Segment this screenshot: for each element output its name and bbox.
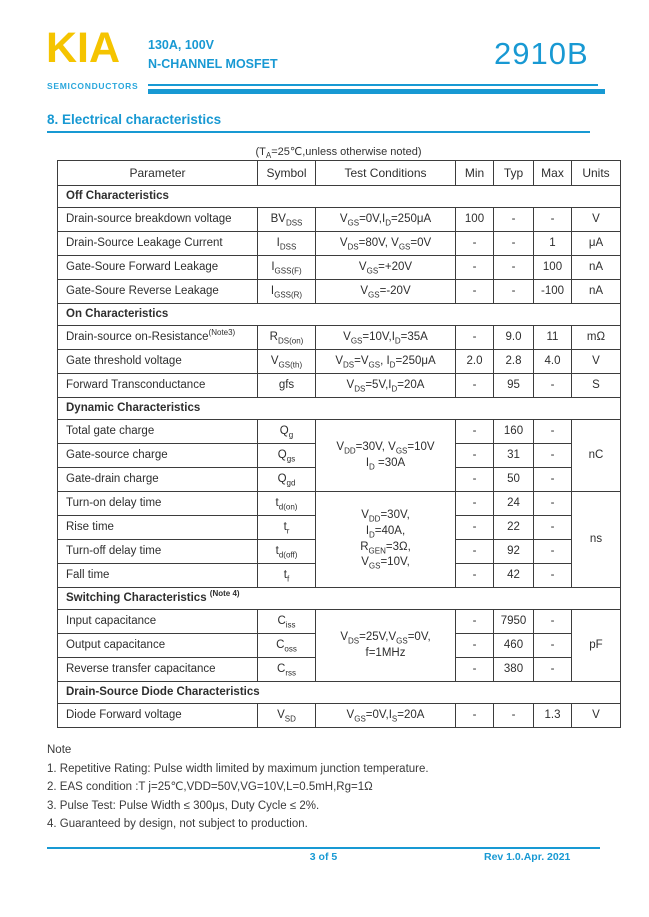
parameter-cell: Output capacitance: [58, 634, 258, 658]
symbol-cell: $Q_g$: [258, 420, 316, 444]
header-rule-thick: [148, 89, 605, 94]
units-cell: S: [572, 374, 621, 398]
test-conditions-cell: $V_{DS}=25V,V_{GS}=0V$, f=1MHz: [316, 610, 456, 682]
typ-cell: -: [494, 256, 534, 280]
max-cell: 11: [534, 326, 572, 350]
max-cell: -: [534, 658, 572, 682]
spec-row: [58, 232, 621, 256]
max-cell: 1: [534, 232, 572, 256]
min-cell: -: [456, 564, 494, 588]
max-cell: -: [534, 420, 572, 444]
test-conditions-cell: $V_{GS}=-20V$: [316, 280, 456, 304]
test-conditions-cell: $V_{GS}=0V,I_S=20A$: [316, 704, 456, 728]
units-cell: ns: [572, 492, 621, 588]
footer-rule: [47, 847, 600, 849]
parameter-cell: Gate-drain charge: [58, 468, 258, 492]
notes-block: [47, 741, 429, 834]
max-cell: -: [534, 610, 572, 634]
section-label: Drain-Source Diode Characteristics: [58, 682, 621, 704]
page-number: 3 of 5: [309, 851, 338, 863]
units-cell: nA: [572, 256, 621, 280]
min-cell: -: [456, 540, 494, 564]
section-row: [58, 682, 621, 704]
typ-cell: 160: [494, 420, 534, 444]
min-cell: -: [456, 704, 494, 728]
spec-row: [58, 326, 621, 350]
min-cell: -: [456, 444, 494, 468]
max-cell: -: [534, 634, 572, 658]
symbol-cell: $t_r$: [258, 516, 316, 540]
spec-row: [58, 208, 621, 232]
parameter-cell: Forward Transconductance: [58, 374, 258, 398]
max-cell: -: [534, 374, 572, 398]
max-cell: 100: [534, 256, 572, 280]
section-label: On Characteristics: [58, 304, 621, 326]
section-title: 8. Electrical characteristics: [47, 112, 590, 133]
parameter-cell: Rise time: [58, 516, 258, 540]
typ-cell: 42: [494, 564, 534, 588]
test-conditions-cell: $V_{DS}=80V$, $V_{GS}=0V$: [316, 232, 456, 256]
parameter-cell: Gate threshold voltage: [58, 350, 258, 374]
units-cell: nA: [572, 280, 621, 304]
test-conditions-cell: $V_{GS}=0V,I_D=250\mu A$: [316, 208, 456, 232]
min-cell: -: [456, 468, 494, 492]
device-type: N-CHANNEL MOSFET: [148, 57, 278, 71]
typ-cell: 24: [494, 492, 534, 516]
typ-cell: -: [494, 232, 534, 256]
typ-cell: 22: [494, 516, 534, 540]
parameter-cell: Turn-off delay time: [58, 540, 258, 564]
parameter-cell: Reverse transfer capacitance: [58, 658, 258, 682]
section-row: [58, 398, 621, 420]
spec-row: [58, 280, 621, 304]
test-conditions-cell: $V_{GS}=10V,I_D=35A$: [316, 326, 456, 350]
symbol-cell: gfs: [258, 374, 316, 398]
typ-cell: 31: [494, 444, 534, 468]
units-cell: pF: [572, 610, 621, 682]
symbol-cell: $t_f$: [258, 564, 316, 588]
units-cell: V: [572, 208, 621, 232]
spec-row: [58, 492, 621, 516]
parameter-cell: Drain-Source Leakage Current: [58, 232, 258, 256]
notes-title: Note: [47, 744, 72, 756]
table-header-row: [58, 161, 621, 186]
column-header-max: Max: [534, 161, 572, 186]
device-spec: [148, 36, 278, 74]
column-header-symbol: Symbol: [258, 161, 316, 186]
column-header-parameter: Parameter: [58, 161, 258, 186]
min-cell: 100: [456, 208, 494, 232]
min-cell: -: [456, 610, 494, 634]
symbol-cell: $Q_{gs}$: [258, 444, 316, 468]
min-cell: -: [456, 658, 494, 682]
typ-cell: 2.8: [494, 350, 534, 374]
parameter-cell: Turn-on delay time: [58, 492, 258, 516]
semiconductors-label: SEMICONDUCTORS: [47, 81, 139, 91]
column-header-units: Units: [572, 161, 621, 186]
column-header-test-conditions: Test Conditions: [316, 161, 456, 186]
parameter-cell: Drain-source on-Resistance$^{(Note3)}$: [58, 326, 258, 350]
max-cell: -: [534, 564, 572, 588]
typ-cell: 92: [494, 540, 534, 564]
parameter-cell: Drain-source breakdown voltage: [58, 208, 258, 232]
test-conditions-cell: $V_{DS}=5V,I_D=20A$: [316, 374, 456, 398]
max-cell: -: [534, 444, 572, 468]
symbol-cell: $R_{DS(on)}$: [258, 326, 316, 350]
typ-cell: 9.0: [494, 326, 534, 350]
device-rating: 130A, 100V: [148, 38, 215, 52]
min-cell: -: [456, 232, 494, 256]
symbol-cell: $V_{GS(th)}$: [258, 350, 316, 374]
header-rule-thin: [148, 84, 598, 86]
symbol-cell: $C_{oss}$: [258, 634, 316, 658]
spec-row: [58, 420, 621, 444]
test-conditions-cell: $V_{DD}=30V$, $V_{GS}=10V$ $I_D =30A$: [316, 420, 456, 492]
min-cell: -: [456, 280, 494, 304]
parameter-cell: Total gate charge: [58, 420, 258, 444]
max-cell: -: [534, 468, 572, 492]
max-cell: -: [534, 540, 572, 564]
test-conditions-cell: $V_{DD}=30V$, $I_D=40A$, $R_{GEN}=3\Omega$, $V_{GS}=10V$,: [316, 492, 456, 588]
note-item: 1. Repetitive Rating: Pulse width limited by maximum junction temperature.: [47, 762, 429, 775]
min-cell: -: [456, 516, 494, 540]
units-cell: V: [572, 350, 621, 374]
table-caption: ($T_A=25℃,unless$ otherwise noted): [255, 146, 422, 161]
part-number: 2910B: [494, 36, 589, 71]
symbol-cell: $I_{GSS(F)}$: [258, 256, 316, 280]
note-item: 4. Guaranteed by design, not subject to production.: [47, 818, 308, 830]
spec-row: [58, 610, 621, 634]
symbol-cell: $Q_{gd}$: [258, 468, 316, 492]
units-cell: μA: [572, 232, 621, 256]
symbol-cell: $BV_{DSS}$: [258, 208, 316, 232]
typ-cell: -: [494, 704, 534, 728]
test-conditions-cell: $V_{DS}=V_{GS}$, $I_D=250\mu A$: [316, 350, 456, 374]
spec-row: [58, 374, 621, 398]
max-cell: -: [534, 492, 572, 516]
symbol-cell: $I_{GSS(R)}$: [258, 280, 316, 304]
note-item: 3. Pulse Test: Pulse Width ≤ 300μs, Duty Cycle ≤ 2%.: [47, 799, 320, 812]
typ-cell: 95: [494, 374, 534, 398]
parameter-cell: Gate-Soure Forward Leakage: [58, 256, 258, 280]
min-cell: -: [456, 420, 494, 444]
spec-row: [58, 256, 621, 280]
test-conditions-cell: $V_{GS}=+20V$: [316, 256, 456, 280]
column-header-min: Min: [456, 161, 494, 186]
parameter-cell: Gate-Soure Reverse Leakage: [58, 280, 258, 304]
typ-cell: 380: [494, 658, 534, 682]
symbol-cell: $t_{d(off)}$: [258, 540, 316, 564]
min-cell: -: [456, 492, 494, 516]
typ-cell: 50: [494, 468, 534, 492]
units-cell: mΩ: [572, 326, 621, 350]
section-label: Dynamic Characteristics: [58, 398, 621, 420]
symbol-cell: $C_{iss}$: [258, 610, 316, 634]
max-cell: 4.0: [534, 350, 572, 374]
section-row: [58, 186, 621, 208]
max-cell: -: [534, 208, 572, 232]
note-item: 2. EAS condition :T j=25℃,VDD=50V,VG=10V,L=0.5mH,Rg=1Ω: [47, 781, 373, 793]
min-cell: -: [456, 326, 494, 350]
parameter-cell: Fall time: [58, 564, 258, 588]
max-cell: -: [534, 516, 572, 540]
min-cell: 2.0: [456, 350, 494, 374]
units-cell: V: [572, 704, 621, 728]
min-cell: -: [456, 374, 494, 398]
spec-row: [58, 704, 621, 728]
kia-logo: KIA: [46, 24, 121, 72]
section-row: [58, 588, 621, 610]
column-header-typ: Typ: [494, 161, 534, 186]
max-cell: 1.3: [534, 704, 572, 728]
typ-cell: 7950: [494, 610, 534, 634]
symbol-cell: $t_{d(on)}$: [258, 492, 316, 516]
units-cell: nC: [572, 420, 621, 492]
parameter-cell: Input capacitance: [58, 610, 258, 634]
electrical-characteristics-table: [57, 160, 621, 728]
max-cell: -100: [534, 280, 572, 304]
symbol-cell: $V_{SD}$: [258, 704, 316, 728]
spec-row: [58, 350, 621, 374]
typ-cell: -: [494, 208, 534, 232]
symbol-cell: $C_{rss}$: [258, 658, 316, 682]
section-label: Switching Characteristics $^{(Note 4)}$: [58, 588, 621, 610]
section-label: Off Characteristics: [58, 186, 621, 208]
parameter-cell: Gate-source charge: [58, 444, 258, 468]
min-cell: -: [456, 634, 494, 658]
section-row: [58, 304, 621, 326]
symbol-cell: $I_{DSS}$: [258, 232, 316, 256]
typ-cell: -: [494, 280, 534, 304]
min-cell: -: [456, 256, 494, 280]
typ-cell: 460: [494, 634, 534, 658]
parameter-cell: Diode Forward voltage: [58, 704, 258, 728]
revision-label: Rev 1.0.Apr. 2021: [484, 851, 571, 863]
